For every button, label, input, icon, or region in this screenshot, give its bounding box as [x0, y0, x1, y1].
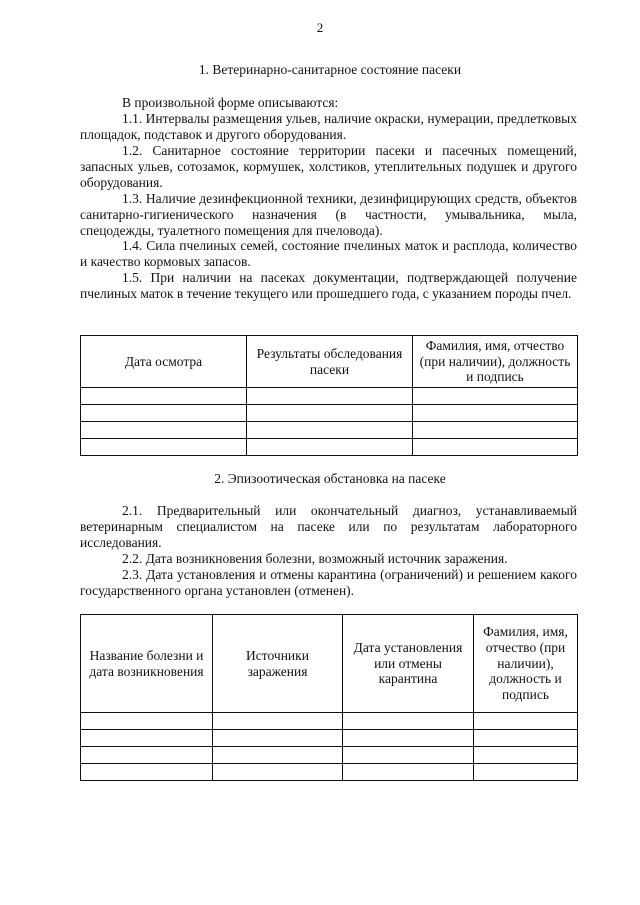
paragraph-1-1: 1.1. Интервалы размещения ульев, наличие окраски, нумерации, предлетковых площадок, подставок и другого оборудования.: [80, 111, 577, 142]
table-row: [81, 713, 578, 730]
paragraph-1-3: 1.3. Наличие дезинфекционной техники, дезинфицирующих средств, объектов санитарно-гигиенического назначения (в частности, умывальника, мыла, спецодежды, туалетного помещения для пчеловода).: [80, 191, 577, 238]
section-1-title: 1. Ветеринарно-санитарное состояние пасеки: [198, 62, 462, 77]
section-2-title: 2. Эпизоотическая обстановка на пасеке: [214, 471, 446, 486]
section-1-intro: В произвольной форме описываются:: [122, 95, 339, 110]
header-inspector-signature: Фамилия, имя, отчество (при наличии), должность и подпись: [413, 336, 578, 388]
paragraph-2-2: 2.2. Дата возникновения болезни, возможный источник заражения.: [122, 551, 508, 566]
header-inspection-date: Дата осмотра: [81, 336, 247, 388]
page-number: 2: [316, 20, 324, 35]
paragraph-1-5: 1.5. При наличии на пасеках документации, подтверждающей получение пчелиных маток в течение текущего или прошедшего года, с указанием породы пчел.: [80, 270, 577, 301]
table-header-row: [81, 615, 578, 713]
paragraph-2-1: 2.1. Предварительный или окончательный диагноз, устанавливаемый ветеринарным специалистом на пасеке или по результатам лабораторного исследования.: [80, 503, 577, 550]
inspection-table: [80, 335, 578, 456]
table-header-row: [81, 336, 578, 388]
paragraph-1-4: 1.4. Сила пчелиных семей, состояние пчелиных маток и расплода, количество и качество кормовых запасов.: [80, 238, 577, 269]
header-infection-sources: Источники заражения: [213, 615, 343, 713]
header-quarantine-date: Дата установления или отмены карантина: [343, 615, 474, 713]
table-row: [81, 405, 578, 422]
epizootic-table: [80, 614, 578, 781]
table-row: [81, 730, 578, 747]
table-row: [81, 422, 578, 439]
header-responsible-signature: Фамилия, имя, отчество (при наличии), должность и подпись: [474, 615, 578, 713]
table-row: [81, 388, 578, 405]
table-row: [81, 439, 578, 456]
table-row: [81, 747, 578, 764]
paragraph-1-2: 1.2. Санитарное состояние территории пасеки и пасечных помещений, запасных ульев, сотозамок, кормушек, холстиков, утеплительных подушек и другого оборудования.: [80, 143, 577, 190]
paragraph-2-3: 2.3. Дата установления и отмены карантина (ограничений) и решением какого государственного органа установлен (отменен).: [80, 567, 577, 598]
header-disease-name: Название болезни и дата возникновения: [81, 615, 213, 713]
header-inspection-results: Результаты обследования пасеки: [247, 336, 413, 388]
table-row: [81, 764, 578, 781]
